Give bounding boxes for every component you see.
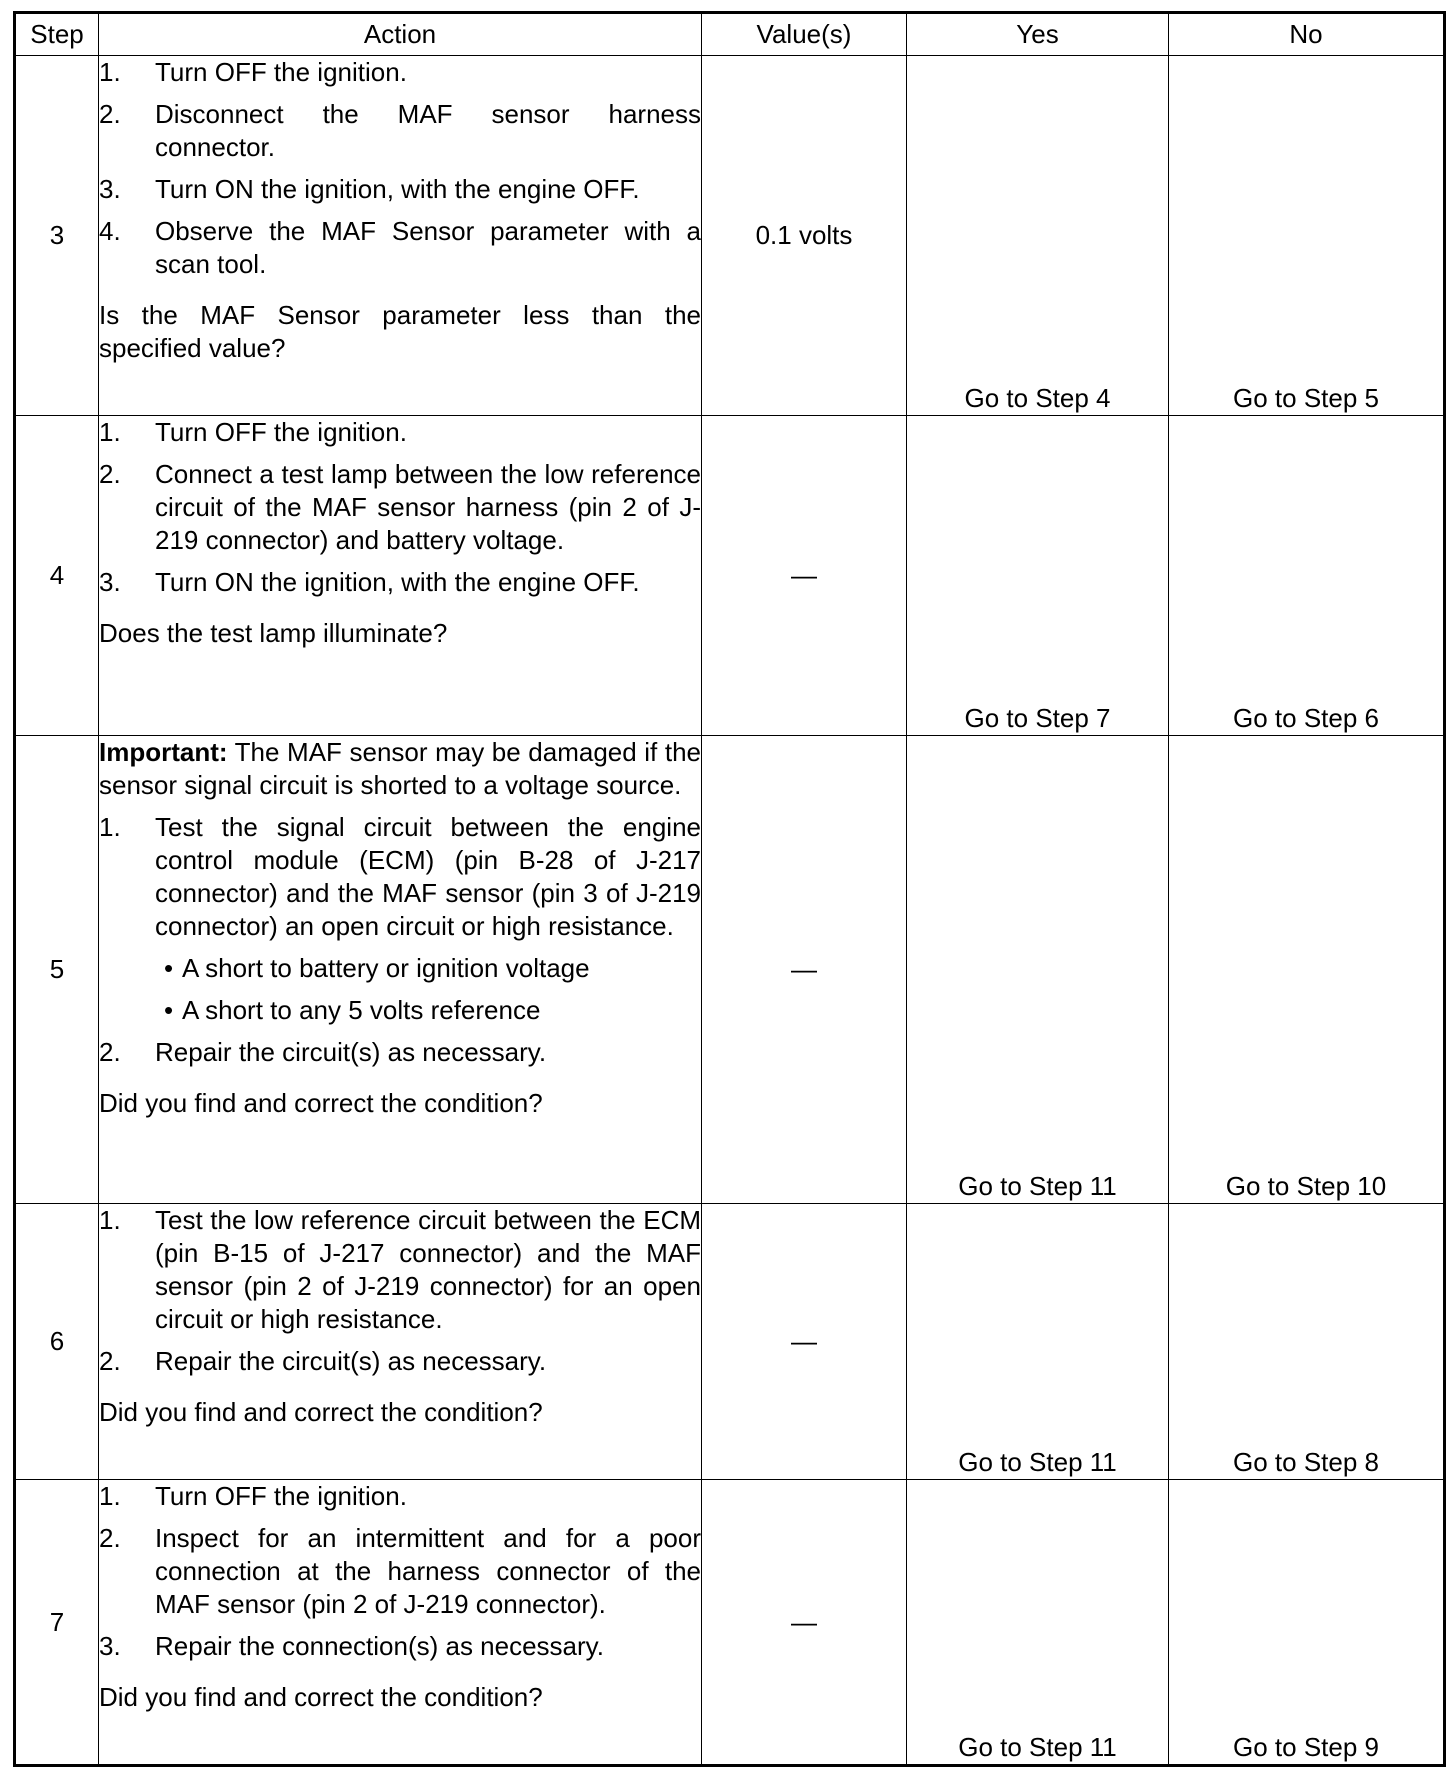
question-text: Is the MAF Sensor parameter less than the specified value? [99,300,701,363]
header-values: Value(s) [702,13,907,56]
list-item [99,1630,701,1663]
item-number: 1. [99,57,121,87]
no-result: Go to Step 10 [1169,736,1445,1204]
header-no: No [1169,13,1445,56]
question-text: Did you find and correct the condition? [99,1397,543,1427]
item-text: Inspect for an intermittent and for a poor connection at the harness connector of the MAF sensor (pin 2 of J-219 connector). [155,1523,701,1619]
item-number: 2. [99,1346,121,1376]
sub-list [155,952,701,1027]
item-text: Turn ON the ignition, with the engine OFF. [155,174,640,204]
list-item [99,416,701,449]
step-row-6 [15,1204,1445,1480]
list-item [99,566,701,599]
list-item [99,1036,701,1069]
list-item [99,1345,701,1378]
item-text: Repair the circuit(s) as necessary. [155,1037,547,1067]
value-dash: — [791,560,817,590]
no-result: Go to Step 9 [1169,1480,1445,1766]
list-item [99,98,701,164]
important-text: The MAF sensor may be damaged if the sensor signal circuit is shorted to a voltage source. [99,737,701,800]
item-number: 3. [99,567,121,597]
item-text: Observe the MAF Sensor parameter with a scan tool. [155,216,701,279]
diagnostic-table [13,11,1446,1767]
question-text: Did you find and correct the condition? [99,1682,543,1712]
sub-item-text: A short to battery or ignition voltage [182,953,590,983]
header-step: Step [15,13,99,56]
value-cell [702,1204,907,1480]
no-result: Go to Step 5 [1169,56,1445,416]
step-row-7 [15,1480,1445,1766]
step-row-3 [15,56,1445,416]
item-number: 3. [99,174,121,204]
important-note [99,736,701,802]
item-number: 2. [99,1523,121,1553]
action-cell [99,56,702,416]
value-cell [702,416,907,736]
bullet-icon: • [163,995,174,1025]
action-cell [99,736,702,1204]
list-item [99,56,701,89]
item-text: Test the low reference circuit between the ECM (pin B-15 of J-217 connector) and the MAF sensor (pin 2 of J-219 connector) for an open circuit or high resistance. [155,1205,701,1334]
list-item [99,811,701,943]
value-dash: — [791,954,817,984]
action-cell [99,416,702,736]
step-number: 3 [15,56,99,416]
step-number: 5 [15,736,99,1204]
yes-result: Go to Step 7 [907,416,1169,736]
yes-result: Go to Step 11 [907,736,1169,1204]
step-row-5 [15,736,1445,1204]
action-cell [99,1480,702,1766]
item-text: Test the signal circuit between the engine control module (ECM) (pin B-28 of J-217 connector) and the MAF sensor (pin 3 of J-219 connector) an open circuit or high resistance. [155,812,701,941]
question-text: Did you find and correct the condition? [99,1088,543,1118]
item-number: 1. [99,1481,121,1511]
header-yes: Yes [907,13,1169,56]
item-number: 2. [99,1037,121,1067]
list-item [99,458,701,557]
list-item [99,1480,701,1513]
item-number: 1. [99,417,121,447]
item-text: Turn OFF the ignition. [155,57,407,87]
item-number: 2. [99,459,121,489]
value-dash: — [791,1606,817,1637]
value-cell [702,736,907,1204]
yes-result: Go to Step 11 [907,1480,1169,1766]
item-number: 1. [99,812,121,842]
item-number: 1. [99,1205,121,1235]
step-number: 4 [15,416,99,736]
step-row-4 [15,416,1445,736]
list-item [99,215,701,281]
item-text: Connect a test lamp between the low reference circuit of the MAF sensor harness (pin 2 of J-219 connector) and battery voltage. [155,459,701,555]
sub-item [155,952,701,985]
yes-result: Go to Step 11 [907,1204,1169,1480]
no-result: Go to Step 6 [1169,416,1445,736]
value-cell: 0.1 volts [702,56,907,416]
value-dash: — [791,1326,817,1356]
item-text: Repair the circuit(s) as necessary. [155,1346,547,1376]
important-label: Important: [99,737,228,767]
item-text: Turn ON the ignition, with the engine OFF. [155,567,640,597]
item-text: Repair the connection(s) as necessary. [155,1631,604,1661]
action-cell [99,1204,702,1480]
yes-result: Go to Step 4 [907,56,1169,416]
step-number: 7 [15,1480,99,1766]
item-number: 2. [99,99,121,129]
list-item [99,173,701,206]
item-text: Disconnect the MAF sensor harness connector. [155,99,701,162]
sub-item-text: A short to any 5 volts reference [182,995,541,1025]
item-text: Turn OFF the ignition. [155,1481,407,1511]
value-cell [702,1480,907,1766]
header-row [15,13,1445,56]
list-item [99,1204,701,1336]
item-number: 3. [99,1631,121,1661]
item-number: 4. [99,216,121,246]
item-text: Turn OFF the ignition. [155,417,407,447]
no-result: Go to Step 8 [1169,1204,1445,1480]
header-action: Action [99,13,702,56]
bullet-icon: • [163,953,174,983]
list-item [99,1522,701,1621]
question-text: Does the test lamp illuminate? [99,618,448,648]
sub-item [155,994,701,1027]
step-number: 6 [15,1204,99,1480]
